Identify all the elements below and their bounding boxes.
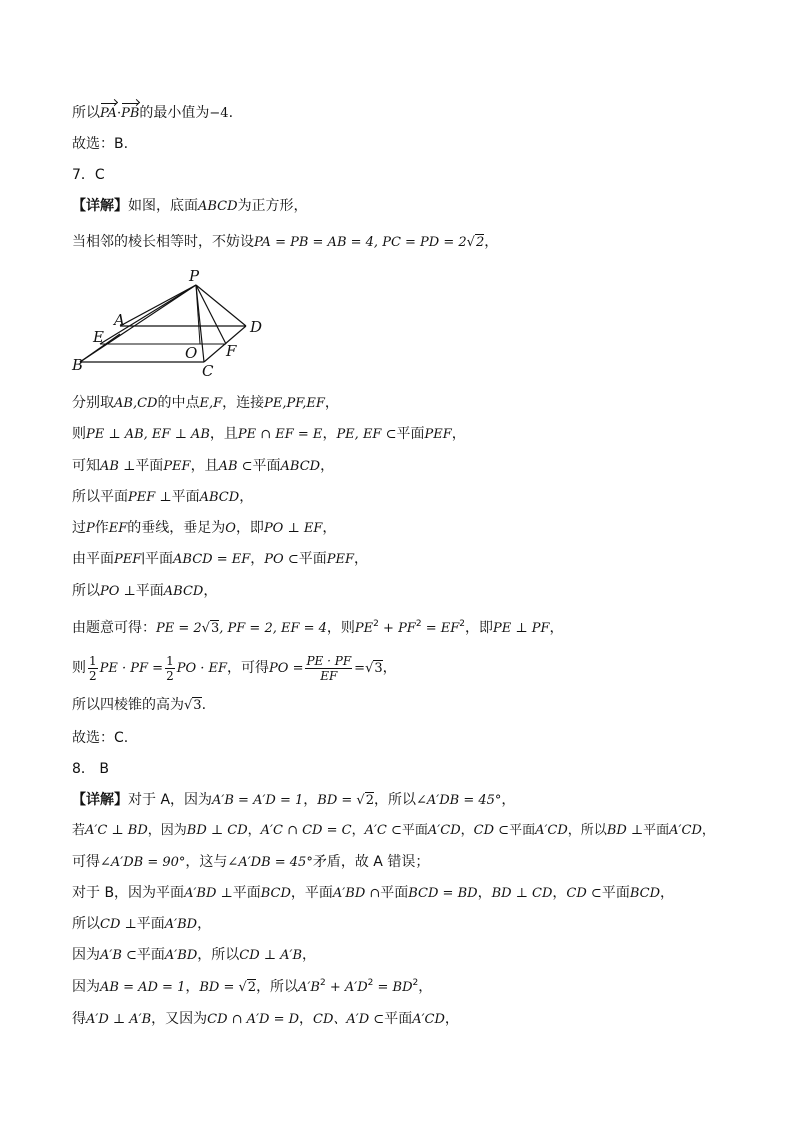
text-line-6 bbox=[72, 394, 339, 413]
math: ABCD = EF bbox=[173, 552, 251, 567]
math: A′B bbox=[298, 980, 320, 995]
text: ， bbox=[552, 885, 567, 901]
math: CD ⊥ bbox=[100, 917, 137, 932]
text-line-23 bbox=[72, 946, 316, 965]
text: ，连接 bbox=[222, 395, 265, 411]
sqrt-radicand: 3 bbox=[374, 661, 383, 676]
math: BCD = BD bbox=[408, 886, 478, 901]
text: ， bbox=[239, 489, 254, 505]
math: A′BD ∩ bbox=[332, 886, 381, 901]
text: ，平面 bbox=[290, 885, 333, 901]
text-line-5: 当相邻的棱长相等时，不妨设PA = PB = AB = 4, PC = PD = 2√2， bbox=[72, 234, 499, 250]
sqrt-radicand: 2 bbox=[365, 793, 374, 808]
math: PE, EF ⊂ bbox=[336, 427, 397, 442]
text: ， bbox=[324, 395, 339, 411]
text: ， bbox=[302, 947, 317, 963]
math: ABCD bbox=[280, 459, 321, 474]
math: = bbox=[354, 661, 366, 676]
text: ， bbox=[353, 551, 368, 567]
edge-pb bbox=[80, 285, 196, 362]
text-line-25 bbox=[72, 1010, 459, 1029]
math: A′BD bbox=[164, 917, 198, 932]
text: 过 bbox=[72, 520, 86, 536]
text: 平面 bbox=[509, 823, 536, 838]
math: + A′D bbox=[325, 980, 368, 995]
math: CD ⊂ bbox=[473, 823, 510, 838]
math: AB,CD bbox=[114, 396, 158, 411]
text-line-7 bbox=[72, 425, 466, 444]
text-line-16: 故选：C. bbox=[72, 730, 129, 746]
text: 平面 bbox=[136, 947, 165, 963]
text: ，这与 bbox=[185, 854, 228, 870]
label-e: E bbox=[93, 328, 104, 346]
text: ， bbox=[484, 234, 499, 250]
math: PO · EF bbox=[176, 661, 228, 676]
text: 平面 bbox=[136, 916, 165, 932]
math: PE,PF,EF bbox=[264, 396, 325, 411]
text: ， bbox=[203, 583, 218, 599]
sqrt-radicand: 2 bbox=[475, 235, 485, 250]
text: ，所以 bbox=[567, 823, 607, 838]
text-line-14: 则 $\frac{1}{2}$ PE · PF = $\frac{1}{2}$ PO · EF，可得PO = $\frac{PE \cdot PF}{EF}$ =√3， bbox=[72, 653, 397, 683]
text-line-1 bbox=[72, 104, 233, 123]
math: A′BD ⊥ bbox=[184, 886, 233, 901]
text: ，可得 bbox=[227, 660, 270, 676]
text: ， bbox=[250, 551, 265, 567]
text-line-2: 故选：B. bbox=[72, 136, 129, 152]
math: ABCD bbox=[163, 584, 204, 599]
text: 当相邻的棱长相等时，不妨设 bbox=[72, 234, 254, 250]
text: ， bbox=[185, 979, 200, 995]
label-b: B bbox=[72, 356, 84, 374]
superscript: 2 bbox=[367, 978, 374, 988]
math: CD ⊂ bbox=[566, 886, 602, 901]
math: PO = bbox=[269, 661, 304, 676]
text: 平面 bbox=[135, 583, 164, 599]
text: 作 bbox=[94, 520, 109, 536]
superscript: 2 bbox=[412, 978, 419, 988]
math-value: −4 bbox=[209, 106, 229, 121]
text: 的中点 bbox=[157, 395, 200, 411]
text: 所以 bbox=[72, 583, 100, 599]
math: A′CD bbox=[535, 823, 568, 838]
text: 则 bbox=[72, 426, 86, 442]
text: 由题意可得： bbox=[72, 620, 156, 636]
math: BD ⊥ CD bbox=[491, 886, 553, 901]
text: ，且 bbox=[209, 426, 238, 442]
text-line-20 bbox=[72, 853, 429, 872]
math: A′B ⊂ bbox=[100, 948, 137, 963]
math: PA = PB = AB = 4, PC = PD = 2 bbox=[254, 235, 467, 250]
denominator: EF bbox=[320, 668, 338, 683]
text: 矛盾，故 A 错误； bbox=[312, 854, 430, 870]
text-line-10 bbox=[72, 519, 336, 538]
superscript: 2 bbox=[459, 619, 465, 629]
math: A′C ⊥ BD bbox=[85, 823, 148, 838]
text: 可知 bbox=[72, 458, 100, 474]
text: ， bbox=[660, 885, 674, 901]
denominator: 2 bbox=[89, 668, 97, 683]
text: ， bbox=[320, 458, 335, 474]
text: 可得 bbox=[72, 854, 100, 870]
denominator: 2 bbox=[166, 668, 174, 683]
text: 平面 bbox=[643, 823, 670, 838]
superscript: 2 bbox=[373, 619, 379, 629]
text: 若 bbox=[72, 823, 86, 838]
edge-pd bbox=[196, 285, 246, 326]
math: ∠A′DB = 90° bbox=[100, 855, 186, 870]
text: 平面 bbox=[380, 885, 409, 901]
text: 所以 bbox=[72, 916, 100, 932]
text: ， bbox=[477, 885, 492, 901]
answer-7-heading: 7．C bbox=[72, 167, 105, 183]
text: 对于 A，因为 bbox=[128, 792, 213, 808]
math: O bbox=[225, 521, 236, 536]
math: PE = 2 bbox=[156, 621, 202, 636]
text: ， bbox=[299, 1011, 314, 1027]
text: . bbox=[201, 697, 207, 713]
math: ∠A′DB = 45° bbox=[416, 793, 502, 808]
math: A′CD bbox=[427, 823, 461, 838]
segment-pf bbox=[196, 285, 226, 344]
numerator: PE · PF bbox=[306, 653, 352, 668]
text: ，又因为 bbox=[151, 1011, 208, 1027]
text-line-11 bbox=[72, 550, 368, 569]
math: PEF∣ bbox=[114, 552, 146, 567]
text: 所以平面 bbox=[72, 489, 128, 505]
math: PEF bbox=[163, 459, 191, 474]
text-line-4 bbox=[72, 197, 308, 216]
label-o: O bbox=[185, 344, 198, 362]
math: = EF bbox=[421, 621, 460, 636]
math: P bbox=[86, 521, 95, 536]
text: . bbox=[228, 105, 234, 121]
math: A′C ⊂ bbox=[364, 823, 402, 838]
math: AB = AD = 1 bbox=[100, 980, 186, 995]
text-line-13: 由题意可得：PE = 2√3, PF = 2, EF = 4，则$PE^2 + PF^2 = EF^2$，即PE ⊥ PF， bbox=[72, 619, 564, 636]
text: 得 bbox=[72, 1011, 86, 1027]
superscript: 2 bbox=[415, 619, 422, 629]
fraction bbox=[88, 654, 98, 683]
vector-pb: PB bbox=[121, 106, 140, 121]
math: A′CD bbox=[669, 823, 702, 838]
text: ，则 bbox=[326, 620, 355, 636]
math: BD ⊥ CD bbox=[186, 823, 248, 838]
text: 因为 bbox=[72, 979, 100, 995]
text: 由平面 bbox=[72, 551, 114, 567]
numerator: 1 bbox=[89, 653, 97, 668]
math: AB ⊥ bbox=[100, 459, 136, 474]
detail-tag: 【详解】 bbox=[72, 198, 128, 214]
numerator: 1 bbox=[166, 653, 174, 668]
math: PE bbox=[354, 621, 374, 636]
text: 平面 bbox=[401, 823, 428, 838]
text-line-15: 所以四棱锥的高为√3. bbox=[72, 697, 207, 713]
text-line-24: 因为AB = AD = 1，BD = √2，所以$A'B^2 + A'D^2 = BD^2$， bbox=[72, 978, 433, 995]
sqrt-radicand: 3 bbox=[210, 621, 220, 636]
sqrt-radicand: 3 bbox=[193, 698, 202, 713]
detail-tag: 【详解】 bbox=[72, 792, 128, 808]
text: ， bbox=[501, 792, 516, 808]
vector-pa: PA bbox=[100, 106, 117, 121]
math: CD、A′D ⊂ bbox=[313, 1012, 385, 1027]
label-c: C bbox=[202, 362, 214, 378]
math: AB ⊂ bbox=[218, 459, 253, 474]
text: ， bbox=[451, 426, 466, 442]
text: 平面 bbox=[252, 458, 281, 474]
text: ，即 bbox=[235, 520, 264, 536]
math: EF bbox=[108, 521, 128, 536]
math: ABCD bbox=[199, 490, 240, 505]
math: = BD bbox=[373, 980, 413, 995]
math: PEF ⊥ bbox=[128, 490, 172, 505]
math: PEF bbox=[326, 552, 354, 567]
math: PE ⊥ PF bbox=[492, 621, 550, 636]
math: PE ⊥ AB, EF ⊥ AB bbox=[86, 427, 210, 442]
math: CD ∩ A′D = D bbox=[207, 1012, 300, 1027]
text: ， bbox=[549, 620, 564, 636]
math: A′B = A′D = 1 bbox=[212, 793, 304, 808]
text-line-9 bbox=[72, 488, 253, 507]
math: BD = bbox=[317, 793, 357, 808]
text: 平面 bbox=[171, 489, 200, 505]
sqrt-radicand: 2 bbox=[247, 980, 257, 995]
math: PO ⊥ bbox=[100, 584, 136, 599]
text: 如图，底面 bbox=[128, 198, 198, 214]
math: PEF bbox=[424, 427, 452, 442]
text: 所以 bbox=[72, 105, 100, 121]
math: ABCD bbox=[198, 199, 238, 214]
text: ， bbox=[197, 916, 212, 932]
math: A′D ⊥ A′B bbox=[86, 1012, 152, 1027]
text: ， bbox=[247, 823, 261, 838]
text: 平面 bbox=[232, 885, 261, 901]
text: 平面 bbox=[384, 1011, 413, 1027]
text: 平面 bbox=[601, 885, 630, 901]
text-line-22 bbox=[72, 915, 211, 934]
math: PO ⊥ EF bbox=[263, 521, 323, 536]
math: ∠A′DB = 45° bbox=[227, 855, 313, 870]
text: 对于 B，因为平面 bbox=[72, 885, 185, 901]
text: 平面 bbox=[396, 426, 425, 442]
answer-8-heading: 8． B bbox=[72, 761, 109, 777]
fraction bbox=[165, 654, 175, 683]
text-line-21 bbox=[72, 884, 674, 903]
text: ，所以 bbox=[256, 979, 299, 995]
text: ， bbox=[701, 823, 715, 838]
dot-operator: · bbox=[116, 106, 122, 121]
superscript: 2 bbox=[319, 978, 326, 988]
pyramid-figure bbox=[70, 268, 290, 378]
text: ，即 bbox=[464, 620, 493, 636]
text: ， bbox=[444, 1011, 459, 1027]
math: BD = bbox=[199, 980, 239, 995]
math: BCD bbox=[629, 886, 660, 901]
text: ， bbox=[460, 823, 474, 838]
edge-pa bbox=[120, 285, 196, 326]
text: ，所以 bbox=[374, 792, 416, 808]
label-p: P bbox=[189, 268, 200, 285]
text: 为正方形， bbox=[237, 198, 308, 214]
math: E,F bbox=[199, 396, 223, 411]
text: ， bbox=[322, 426, 337, 442]
text: ， bbox=[418, 979, 433, 995]
text: 分别取 bbox=[72, 395, 114, 411]
text: ，所以 bbox=[197, 947, 240, 963]
math: BD ⊥ bbox=[606, 823, 644, 838]
math: A′C ∩ CD = C bbox=[260, 823, 352, 838]
text: 平面 bbox=[145, 551, 174, 567]
text: ， bbox=[382, 660, 397, 676]
math: PE ∩ EF = E bbox=[237, 427, 323, 442]
fraction bbox=[305, 654, 352, 683]
text: ， bbox=[351, 823, 365, 838]
math: BCD bbox=[260, 886, 291, 901]
math: A′BD bbox=[164, 948, 198, 963]
label-d: D bbox=[250, 318, 263, 336]
text: ，且 bbox=[190, 458, 219, 474]
text: 所以四棱锥的高为 bbox=[72, 697, 184, 713]
text: ， bbox=[303, 792, 318, 808]
label-a: A bbox=[114, 311, 125, 329]
text: ，因为 bbox=[147, 823, 187, 838]
text-line-12 bbox=[72, 582, 217, 601]
text: 的最小值为 bbox=[139, 105, 210, 121]
math: PE · PF = bbox=[99, 661, 164, 676]
text: ， bbox=[322, 520, 337, 536]
text: 平面 bbox=[135, 458, 164, 474]
text-line-8 bbox=[72, 457, 334, 476]
label-f: F bbox=[226, 342, 237, 360]
text-line-19 bbox=[72, 822, 715, 840]
text: 平面 bbox=[298, 551, 327, 567]
math: A′CD bbox=[412, 1012, 445, 1027]
text-line-18: 【详解】对于 A，因为A′B = A′D = 1，BD = √2，所以∠A′DB = 45°， bbox=[72, 792, 516, 808]
math: CD ⊥ A′B bbox=[239, 948, 303, 963]
text: 的垂线，垂足为 bbox=[127, 520, 226, 536]
math: , PF = 2, EF = 4 bbox=[219, 621, 327, 636]
math: PO ⊂ bbox=[264, 552, 299, 567]
text: 则 bbox=[72, 660, 86, 676]
math: + PF bbox=[378, 621, 416, 636]
text: 因为 bbox=[72, 947, 100, 963]
